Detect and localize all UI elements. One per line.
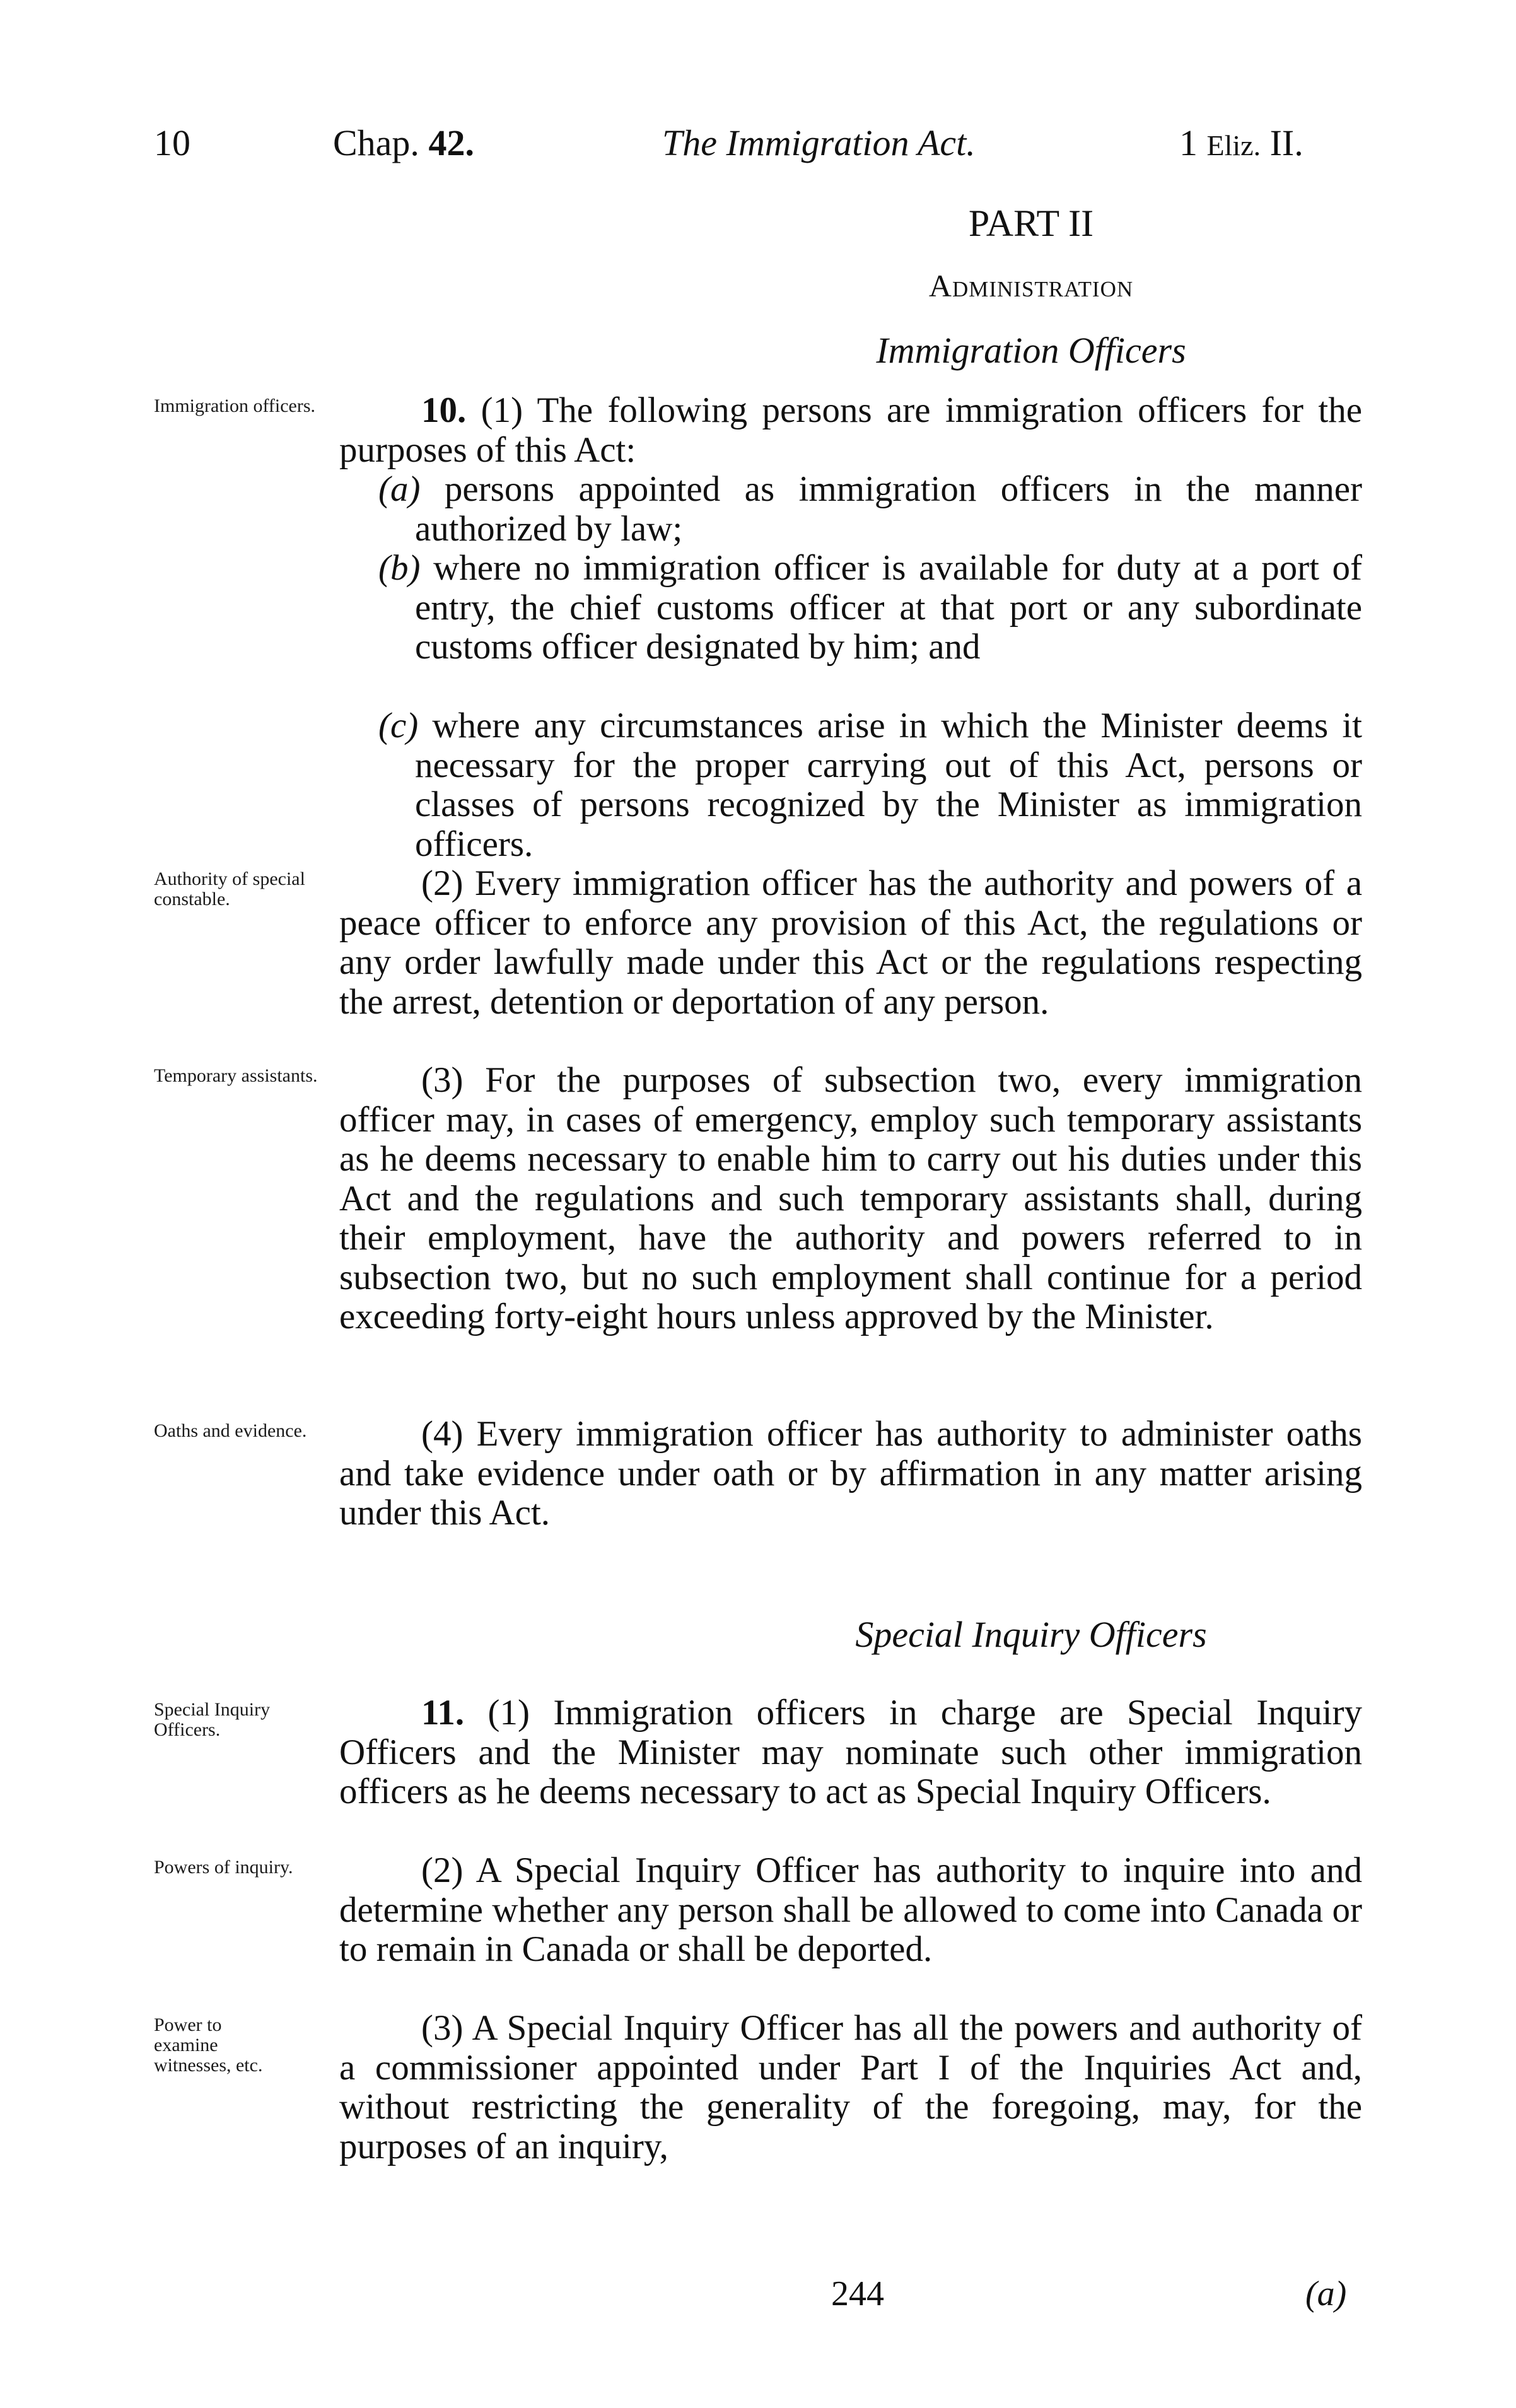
section-11-s1-text: (1) Immigration officers in charge are Special Inquiry Officers and the Minister may nominate such other immigration officers as he deems necessary to act as Special Inquiry Officers. — [339, 1693, 1362, 1811]
section-10-item-c — [378, 706, 1362, 864]
section-10-subsection-1 — [339, 391, 1362, 470]
part-subheading: Administration — [928, 268, 1134, 303]
section-10-subsection-3: (3) For the purposes of subsection two, every immigration officer may, in cases of emergency, employ such temporary assistants as he deems necessary to enable him to carry out his duties under this Act and the regulations and such temporary assistants shall, during their employment, have the authority and powers referred to in subsection two, but no such employment shall continue for a period exceeding forty-eight hours unless approved by the Minister. — [339, 1060, 1362, 1336]
header-chapter — [333, 121, 474, 165]
header-regnal-roman: II. — [1269, 122, 1303, 163]
item-b-text: where no immigration officer is available for duty at a port of entry, the chief customs officer at that port or any subordinate customs officer designated by him; and — [415, 548, 1363, 667]
margin-note-authority: Authority of special constable. — [154, 868, 305, 909]
item-c-label: (c) — [378, 706, 419, 745]
section-heading-immigration-officers: Immigration Officers — [876, 330, 1186, 371]
item-c-text: where any circumstances arise in which the Minister deems it necessary for the proper carrying out of this Act, persons or classes of persons recognized by the Minister as immigration officers. — [415, 706, 1362, 864]
item-a-text: persons appointed as immigration officers in the manner authorized by law; — [415, 469, 1363, 549]
section-10-number: 10. — [421, 390, 467, 430]
header-chapter-number: 42. — [428, 122, 474, 163]
section-10-subsection-2: (2) Every immigration officer has the authority and powers of a peace officer to enforce any provision of this Act, the regulations or any order lawfully made under this Act or the regulations respecting the arrest, detention or deportation of any person. — [339, 863, 1362, 1022]
section-heading-special-inquiry-officers: Special Inquiry Officers — [855, 1614, 1207, 1655]
section-11-subsection-3: (3) A Special Inquiry Officer has all the powers and authority of a commissioner appointed under Part I of the Inquiries Act and, without restricting the generality of the foregoing, may, for the purposes of an inquiry, — [339, 2008, 1362, 2166]
section-10-item-a — [378, 470, 1362, 549]
header-chapter-word: Chap. — [333, 122, 419, 163]
header-regnal-word: Eliz. — [1206, 129, 1261, 161]
item-b-label: (b) — [378, 548, 421, 588]
section-10-item-b — [378, 549, 1362, 667]
margin-note-oaths: Oaths and evidence. — [154, 1420, 307, 1441]
margin-note-special-inquiry: Special Inquiry Officers. — [154, 1699, 271, 1740]
margin-note-temporary-assistants: Temporary assistants. — [154, 1065, 318, 1086]
margin-note-power-examine: Power to examine witnesses, etc. — [154, 2014, 263, 2076]
margin-note-powers-inquiry: Powers of inquiry. — [154, 1857, 293, 1878]
item-a-label: (a) — [378, 469, 421, 509]
footer-page-number: 244 — [831, 2274, 884, 2313]
section-11-number: 11. — [421, 1693, 465, 1733]
section-10-subsection-4: (4) Every immigration officer has authority to administer oaths and take evidence under oath or by affirmation in any matter arising under this Act. — [339, 1414, 1362, 1533]
margin-note-immigration-officers: Immigration officers. — [154, 395, 316, 416]
section-11-subsection-1 — [339, 1693, 1362, 1812]
part-heading: PART II — [968, 202, 1094, 244]
header-regnal-number: 1 — [1179, 122, 1198, 163]
header-page-number: 10 — [154, 122, 190, 163]
header-act-title: The Immigration Act. — [662, 122, 976, 163]
section-10-s1-text: (1) The following persons are immigration officers for the purposes of this Act: — [339, 390, 1363, 470]
section-11-subsection-2: (2) A Special Inquiry Officer has authority to inquire into and determine whether any person shall be allowed to come into Canada or to remain in Canada or shall be deported. — [339, 1850, 1362, 1969]
header-regnal-year — [1179, 121, 1303, 168]
footer-catchword: (a) — [1305, 2274, 1347, 2313]
